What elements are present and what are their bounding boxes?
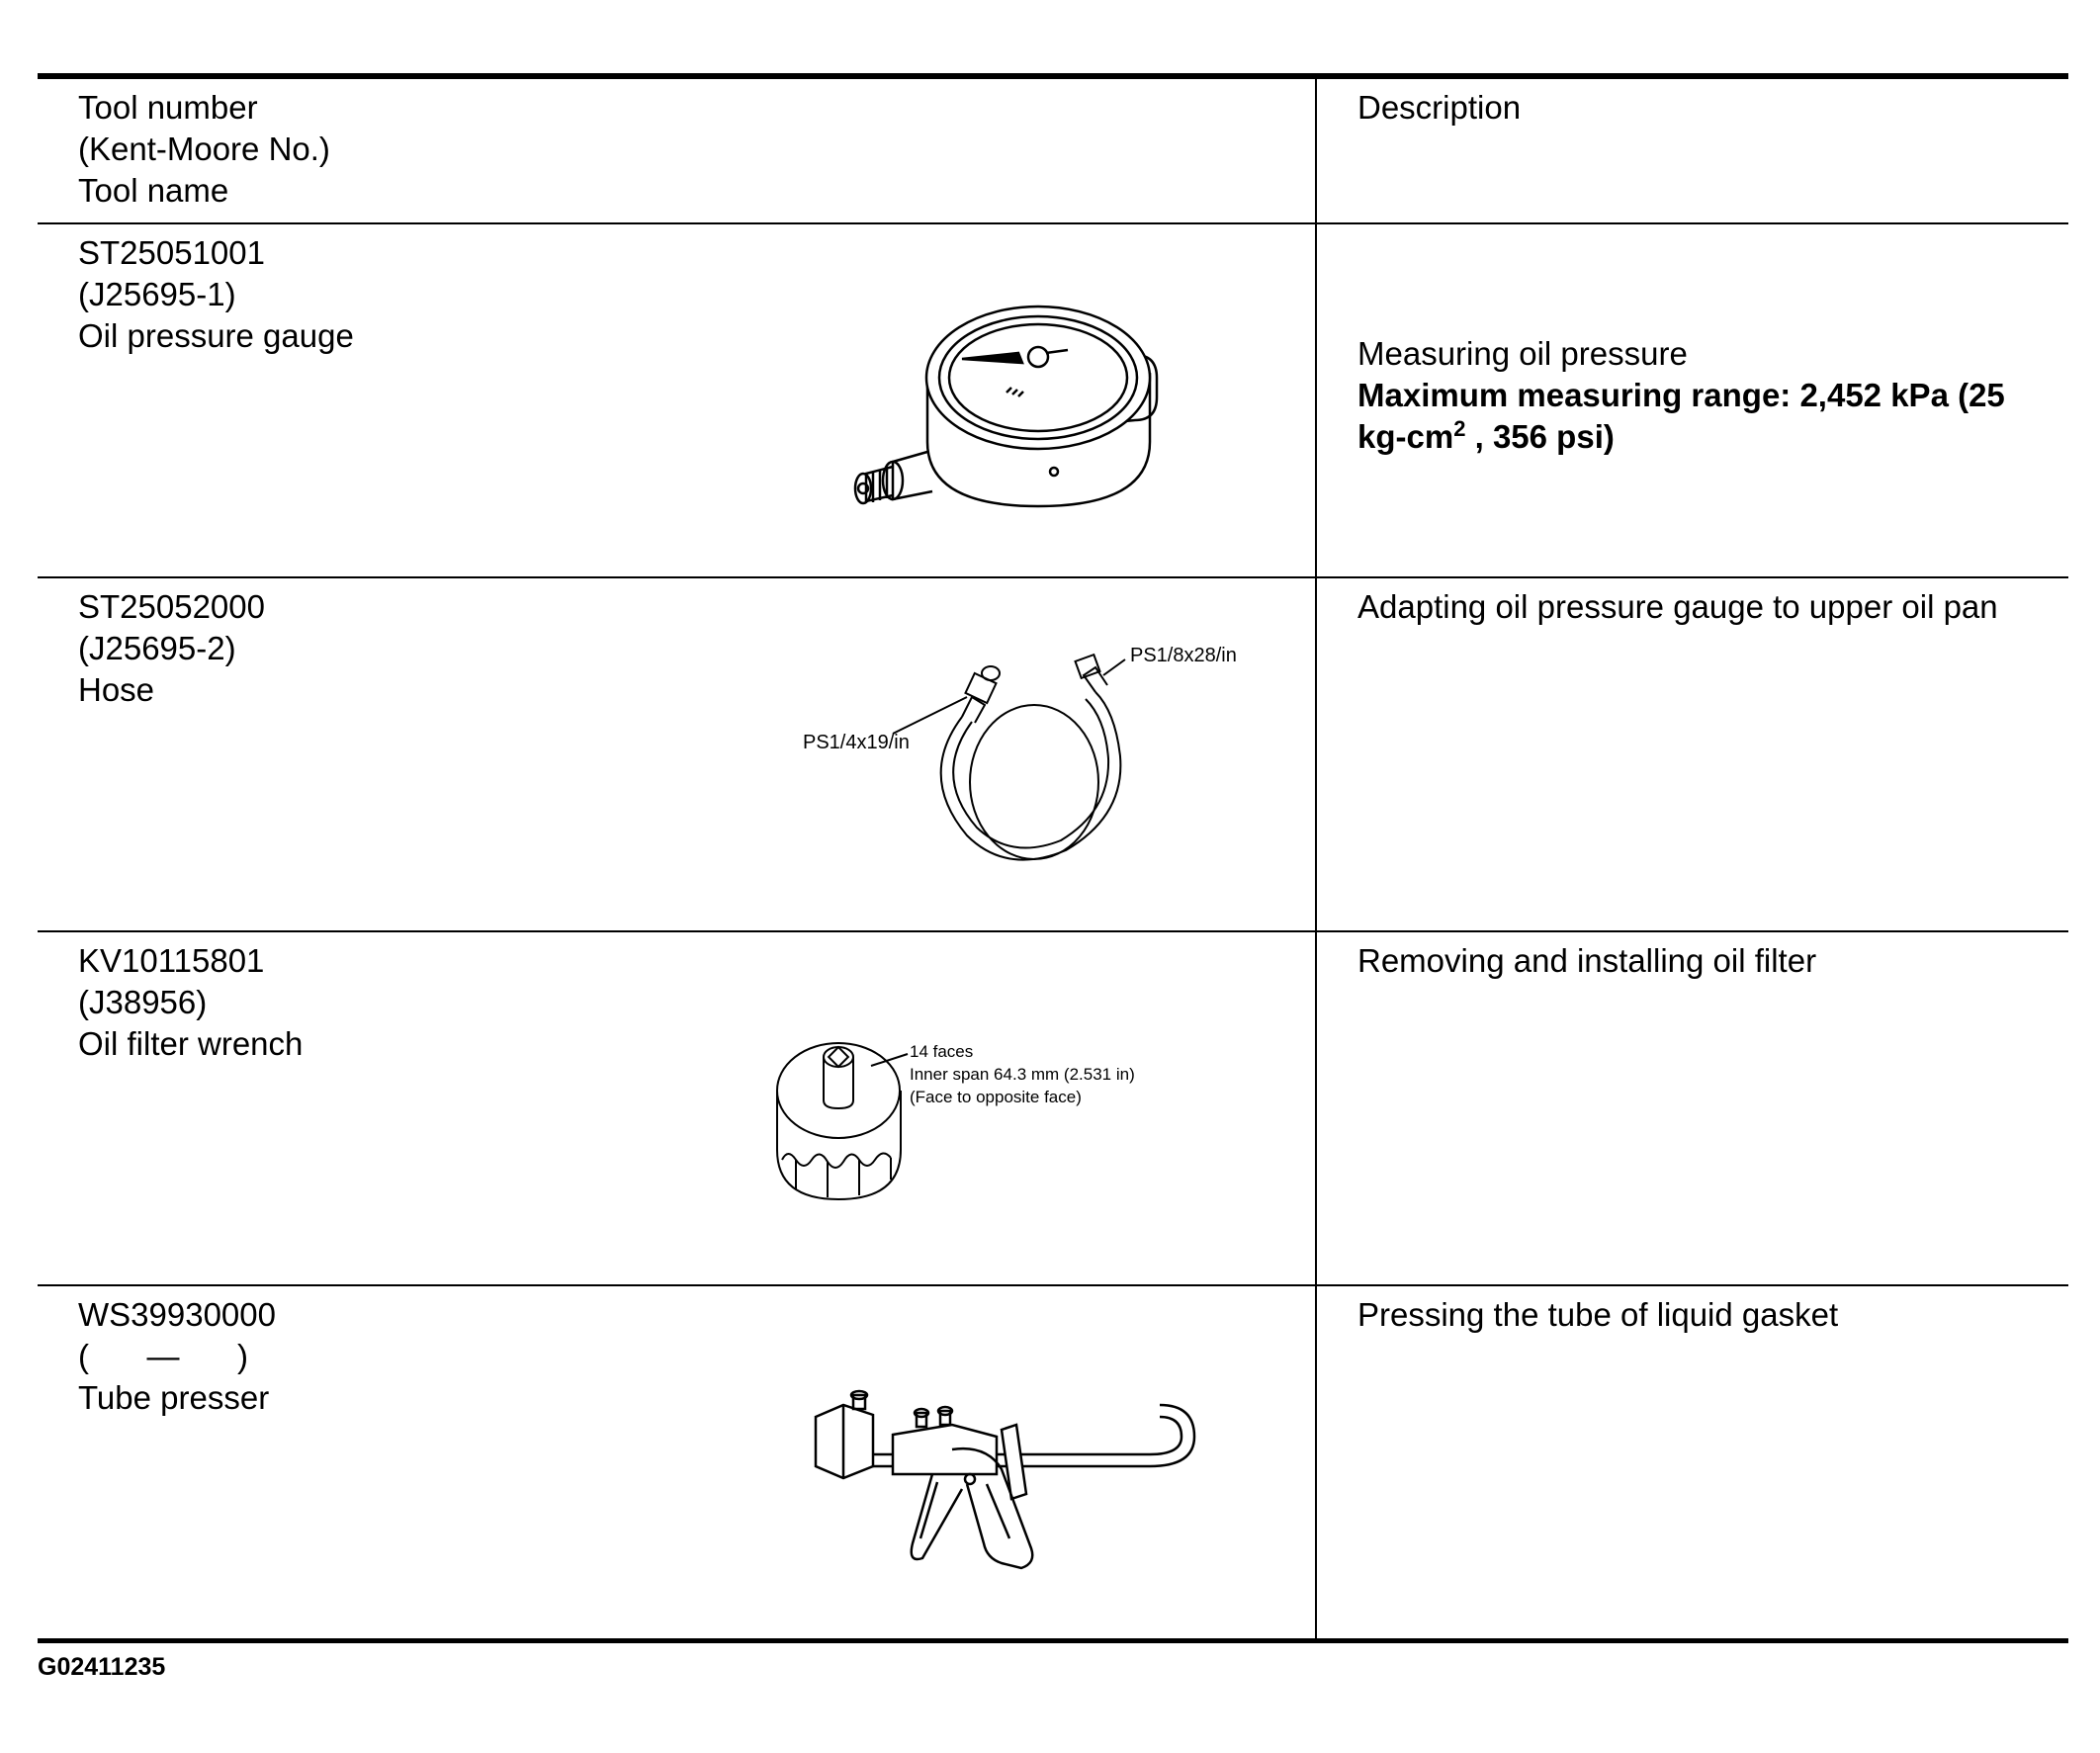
header-description: Description bbox=[1357, 89, 1522, 126]
tool-kent-moore: (J25695-1) bbox=[78, 276, 236, 312]
oil-filter-wrench-icon bbox=[774, 1021, 1269, 1219]
callout-inner-span: Inner span 64.3 mm (2.531 in) bbox=[910, 1065, 1135, 1084]
tool-number: ST25051001 bbox=[78, 234, 265, 271]
tool-spec bbox=[1357, 375, 2055, 458]
tool-name: Oil filter wrench bbox=[78, 1025, 304, 1062]
tool-name: Hose bbox=[78, 671, 155, 708]
header-tool-name: Tool name bbox=[78, 172, 229, 209]
callout-face-note: (Face to opposite face) bbox=[910, 1088, 1082, 1106]
callout-faces: 14 faces bbox=[910, 1042, 974, 1061]
tool-kent-moore bbox=[78, 1336, 276, 1377]
no-number-dash: — bbox=[146, 1338, 180, 1374]
header-description-cell bbox=[1316, 76, 2068, 223]
spec-text-1: Maximum measuring range: 2,452 kPa (25 kg-cm bbox=[1357, 377, 2005, 455]
description-cell bbox=[1316, 223, 2068, 577]
tool-cell bbox=[38, 577, 1316, 931]
callout-left: PS1/4x19/in bbox=[803, 732, 910, 753]
table-row bbox=[38, 577, 2068, 931]
table-row bbox=[38, 1285, 2068, 1641]
callout-right: PS1/8x28/in bbox=[1130, 645, 1237, 666]
description-cell bbox=[1316, 1285, 2068, 1641]
tool-name: Oil pressure gauge bbox=[78, 317, 354, 354]
table-row bbox=[38, 223, 2068, 577]
table-header-row bbox=[38, 76, 2068, 223]
tool-cell bbox=[38, 223, 1316, 577]
tool-kent-moore: (J38956) bbox=[78, 984, 208, 1020]
header-kent-moore: (Kent-Moore No.) bbox=[78, 131, 330, 167]
tool-description: Pressing the tube of liquid gasket bbox=[1357, 1296, 1839, 1333]
figure-id: G02411235 bbox=[38, 1653, 166, 1681]
table-row bbox=[38, 931, 2068, 1285]
description-cell bbox=[1316, 577, 2068, 931]
hose-icon bbox=[769, 645, 1283, 875]
header-tool-number: Tool number bbox=[78, 89, 258, 126]
tool-description: Measuring oil pressure bbox=[1357, 335, 1688, 372]
tools-table bbox=[38, 73, 2068, 1643]
paren-close: ) bbox=[237, 1338, 248, 1374]
spec-superscript: 2 bbox=[1453, 416, 1466, 441]
tool-number: WS39930000 bbox=[78, 1296, 276, 1333]
spec-text-2: , 356 psi) bbox=[1465, 418, 1615, 455]
tube-presser-icon bbox=[814, 1375, 1229, 1593]
description-cell bbox=[1316, 931, 2068, 1285]
tool-name: Tube presser bbox=[78, 1379, 270, 1416]
tool-cell bbox=[38, 931, 1316, 1285]
paren-open: ( bbox=[78, 1338, 89, 1374]
tool-number: ST25052000 bbox=[78, 588, 265, 625]
tool-kent-moore: (J25695-2) bbox=[78, 630, 236, 666]
header-tool-cell bbox=[38, 76, 1316, 223]
tool-description: Removing and installing oil filter bbox=[1357, 942, 1817, 979]
oil-pressure-gauge-icon bbox=[848, 304, 1204, 541]
special-service-tools-sheet bbox=[38, 73, 2068, 1643]
tool-description: Adapting oil pressure gauge to upper oil pan bbox=[1357, 588, 1998, 625]
tool-number: KV10115801 bbox=[78, 942, 265, 979]
tool-cell bbox=[38, 1285, 1316, 1641]
